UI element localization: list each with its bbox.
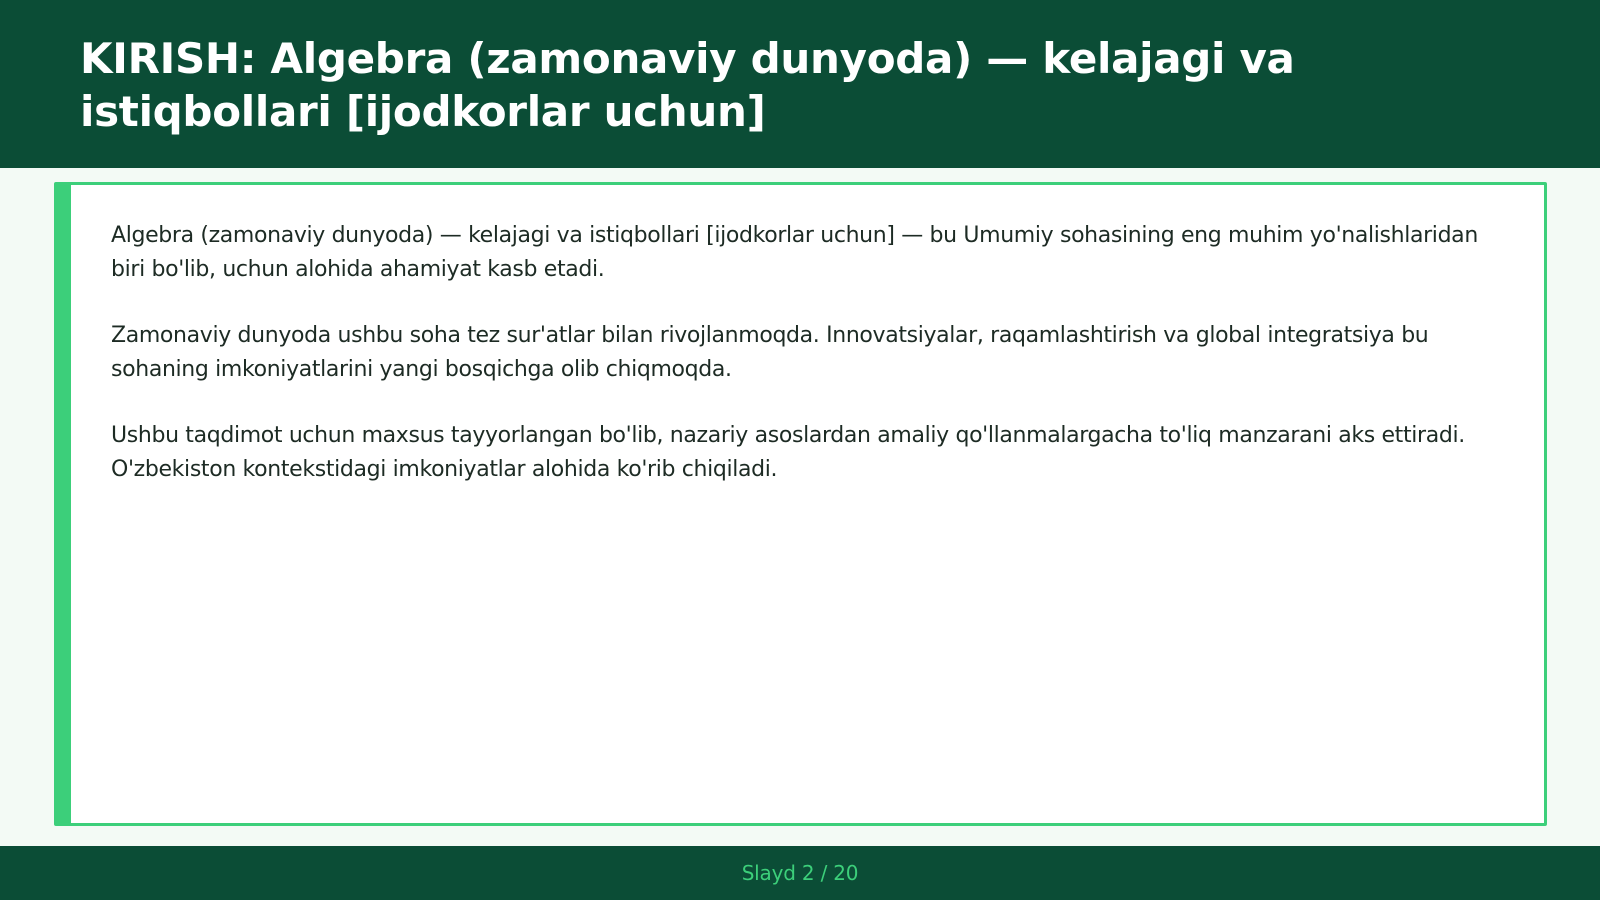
slide-title: KIRISH: Algebra (zamonaviy dunyoda) — kelajagi va istiqbollari [ijodkorlar uchun]: [80, 34, 1295, 136]
development-paragraph: Zamonaviy dunyoda ushbu soha tez sur'atlar bilan rivojlanmoqda. Innovatsiyalar, raqamlashtirish va global integratsiya bu sohaning imkoniyatlarini yangi bosqichga olib chiqmoqda.: [111, 323, 1429, 382]
slide-footer: [0, 846, 1600, 900]
content-card: [54, 182, 1547, 826]
presentation-paragraph: Ushbu taqdimot uchun maxsus tayyorlangan bo'lib, nazariy asoslardan amaliy qo'llanmalargacha to'liq manzarani aks ettiradi. O'zbekiston kontekstidagi imkoniyatlar alohida ko'rib chiqiladi.: [111, 423, 1465, 482]
slide-counter: Slayd 2 / 20: [741, 861, 859, 885]
slide-header: [0, 0, 1600, 168]
intro-paragraph: Algebra (zamonaviy dunyoda) — kelajagi va istiqbollari [ijodkorlar uchun] — bu Umumiy sohasining eng muhim yo'nalishlaridan biri bo'lib, uchun alohida ahamiyat kasb etadi.: [111, 223, 1478, 282]
